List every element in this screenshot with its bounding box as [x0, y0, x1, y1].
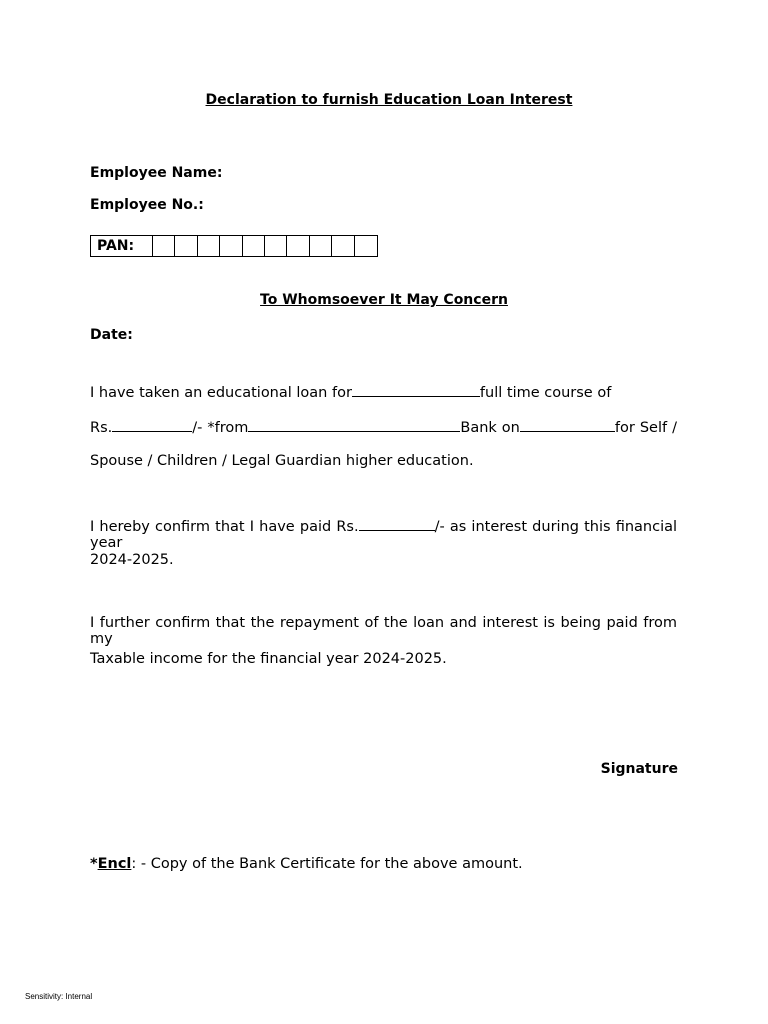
pan-box[interactable]	[332, 236, 354, 256]
loan-amount-blank[interactable]	[112, 417, 192, 432]
course-blank[interactable]	[352, 382, 480, 397]
para2-line1	[90, 516, 677, 551]
para1-for-self: for Self /	[614, 420, 677, 436]
pan-box[interactable]	[153, 236, 175, 256]
para1-text-b: full time course of	[479, 385, 612, 401]
encl-text: : - Copy of the Bank Certificate for the above amount.	[131, 856, 523, 872]
para3-line1: I further confirm that the repayment of the loan and interest is being paid from my	[90, 615, 677, 647]
pan-box[interactable]	[198, 236, 220, 256]
para1-from: /- *from	[192, 420, 249, 436]
salutation: To Whomsoever It May Concern	[260, 292, 508, 308]
pan-field	[90, 235, 378, 257]
employee-no-label: Employee No.:	[90, 197, 204, 213]
para1-line1	[90, 382, 611, 401]
enclosure-note	[90, 856, 523, 872]
interest-amount-blank[interactable]	[359, 516, 435, 531]
para2-text-b: /- as interest during this financial year	[90, 519, 678, 551]
pan-box[interactable]	[220, 236, 242, 256]
sensitivity-footer: Sensitivity: Internal	[25, 992, 93, 1001]
para3-line2: Taxable income for the financial year 2024-2025.	[90, 651, 447, 667]
para2-text-a: I hereby confirm that I have paid Rs.	[90, 519, 359, 535]
pan-box[interactable]	[243, 236, 265, 256]
date-label: Date:	[90, 327, 133, 343]
pan-box[interactable]	[310, 236, 332, 256]
loan-date-blank[interactable]	[520, 417, 615, 432]
employee-name-label: Employee Name:	[90, 165, 223, 181]
signature-label: Signature	[600, 761, 678, 777]
pan-box[interactable]	[175, 236, 197, 256]
document-title: Declaration to furnish Education Loan Interest	[205, 92, 573, 108]
encl-star: *	[90, 856, 98, 872]
pan-box[interactable]	[287, 236, 309, 256]
pan-box[interactable]	[355, 236, 377, 256]
pan-box[interactable]	[265, 236, 287, 256]
pan-label: PAN:	[91, 236, 153, 256]
para1-bank-on: Bank on	[460, 420, 520, 436]
encl-label: Encl	[97, 856, 132, 872]
bank-name-blank[interactable]	[248, 417, 460, 432]
para1-line2	[90, 417, 677, 436]
para1-rs: Rs.	[90, 420, 113, 436]
para1-text-a: I have taken an educational loan for	[90, 385, 352, 401]
para1-line3: Spouse / Children / Legal Guardian higher education.	[90, 453, 474, 469]
para2-line2: 2024-2025.	[90, 552, 174, 568]
